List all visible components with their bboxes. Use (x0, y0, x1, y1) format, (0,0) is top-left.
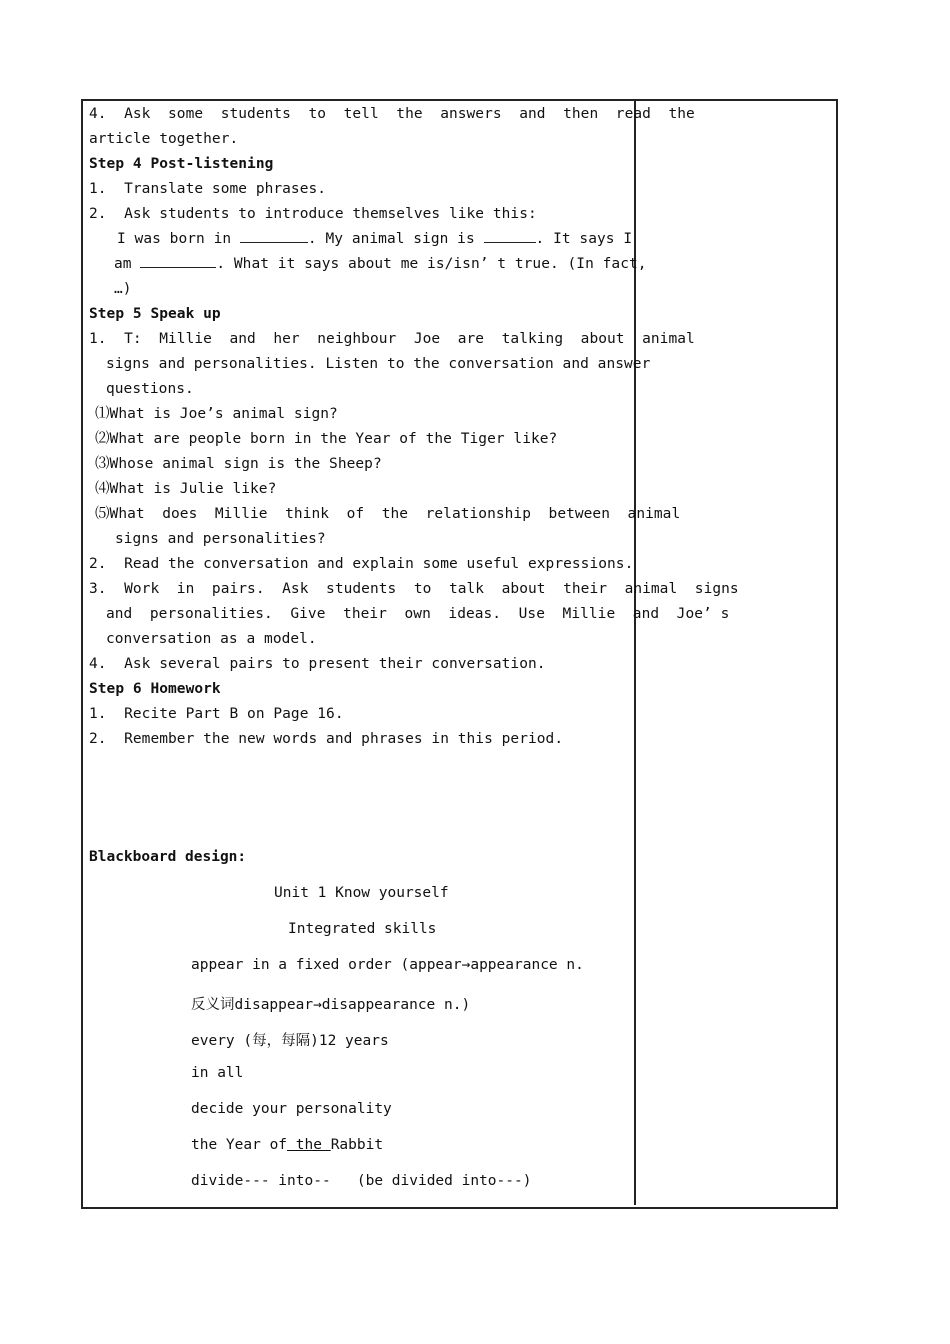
procedure-line: article together. (89, 131, 239, 147)
underlined-word: the (287, 1137, 331, 1153)
blackboard-item: the Year of the Rabbit (191, 1137, 384, 1153)
procedure-line: 4. Ask some students to tell the answers and then read the (89, 106, 695, 122)
procedure-line: 2. Read the conversation and explain some useful expressions. (89, 556, 634, 572)
procedure-line: 4. Ask several pairs to present their conversation. (89, 656, 546, 672)
step-4-heading: Step 4 Post-listening (89, 156, 274, 172)
blackboard-subtitle: Integrated skills (288, 921, 437, 937)
procedure-line: 2. Remember the new words and phrases in this period. (89, 731, 564, 747)
procedure-line: signs and personalities. Listen to the conversation and answer (106, 356, 651, 372)
procedure-line: conversation as a model. (106, 631, 317, 647)
question-item: ⑴What is Joe’s animal sign? (95, 406, 338, 422)
step-6-heading: Step 6 Homework (89, 681, 221, 697)
fill-blank (240, 227, 308, 243)
question-item: ⑵What are people born in the Year of the Tiger like? (95, 431, 558, 447)
step-5-heading: Step 5 Speak up (89, 306, 221, 322)
fill-blank (484, 227, 536, 243)
question-item: ⑷What is Julie like? (95, 481, 277, 497)
blackboard-heading: Blackboard design: (89, 849, 247, 865)
procedure-line: 1. T: Millie and her neighbour Joe are talking about animal (89, 331, 695, 347)
procedure-line: questions. (106, 381, 194, 397)
lesson-plan-table (81, 99, 838, 1209)
question-item: ⑶Whose animal sign is the Sheep? (95, 456, 382, 472)
procedure-line: and personalities. Give their own ideas. Use Millie and Joe’ s (106, 606, 730, 622)
procedure-line: 3. Work in pairs. Ask students to talk about their animal signs (89, 581, 739, 597)
procedure-line: 2. Ask students to introduce themselves like this: (89, 206, 537, 222)
question-item: signs and personalities? (115, 531, 326, 547)
question-item: ⑸What does Millie think of the relationship between animal (95, 506, 681, 522)
blackboard-title: Unit 1 Know yourself (274, 885, 449, 901)
intro-template-line: …) (114, 281, 132, 297)
blackboard-item: appear in a fixed order (appear→appearance n. (191, 957, 584, 973)
blackboard-item: in all (191, 1065, 244, 1081)
intro-template-line: am . What it says about me is/isn’ t true. (In fact, (89, 252, 627, 277)
blackboard-item: decide your personality (191, 1101, 392, 1117)
procedure-line: 1. Translate some phrases. (89, 181, 327, 197)
blackboard-item: 反义词disappear→disappearance n.) (191, 997, 471, 1013)
procedure-line: 1. Recite Part B on Page 16. (89, 706, 344, 722)
blackboard-item: divide--- into-- (be divided into---) (191, 1173, 532, 1189)
fill-blank (140, 252, 216, 268)
intro-template-line: I was born in . My animal sign is . It says I (89, 227, 627, 252)
blackboard-item: every (每，每隔)12 years (191, 1033, 389, 1049)
procedure-column (89, 102, 739, 752)
